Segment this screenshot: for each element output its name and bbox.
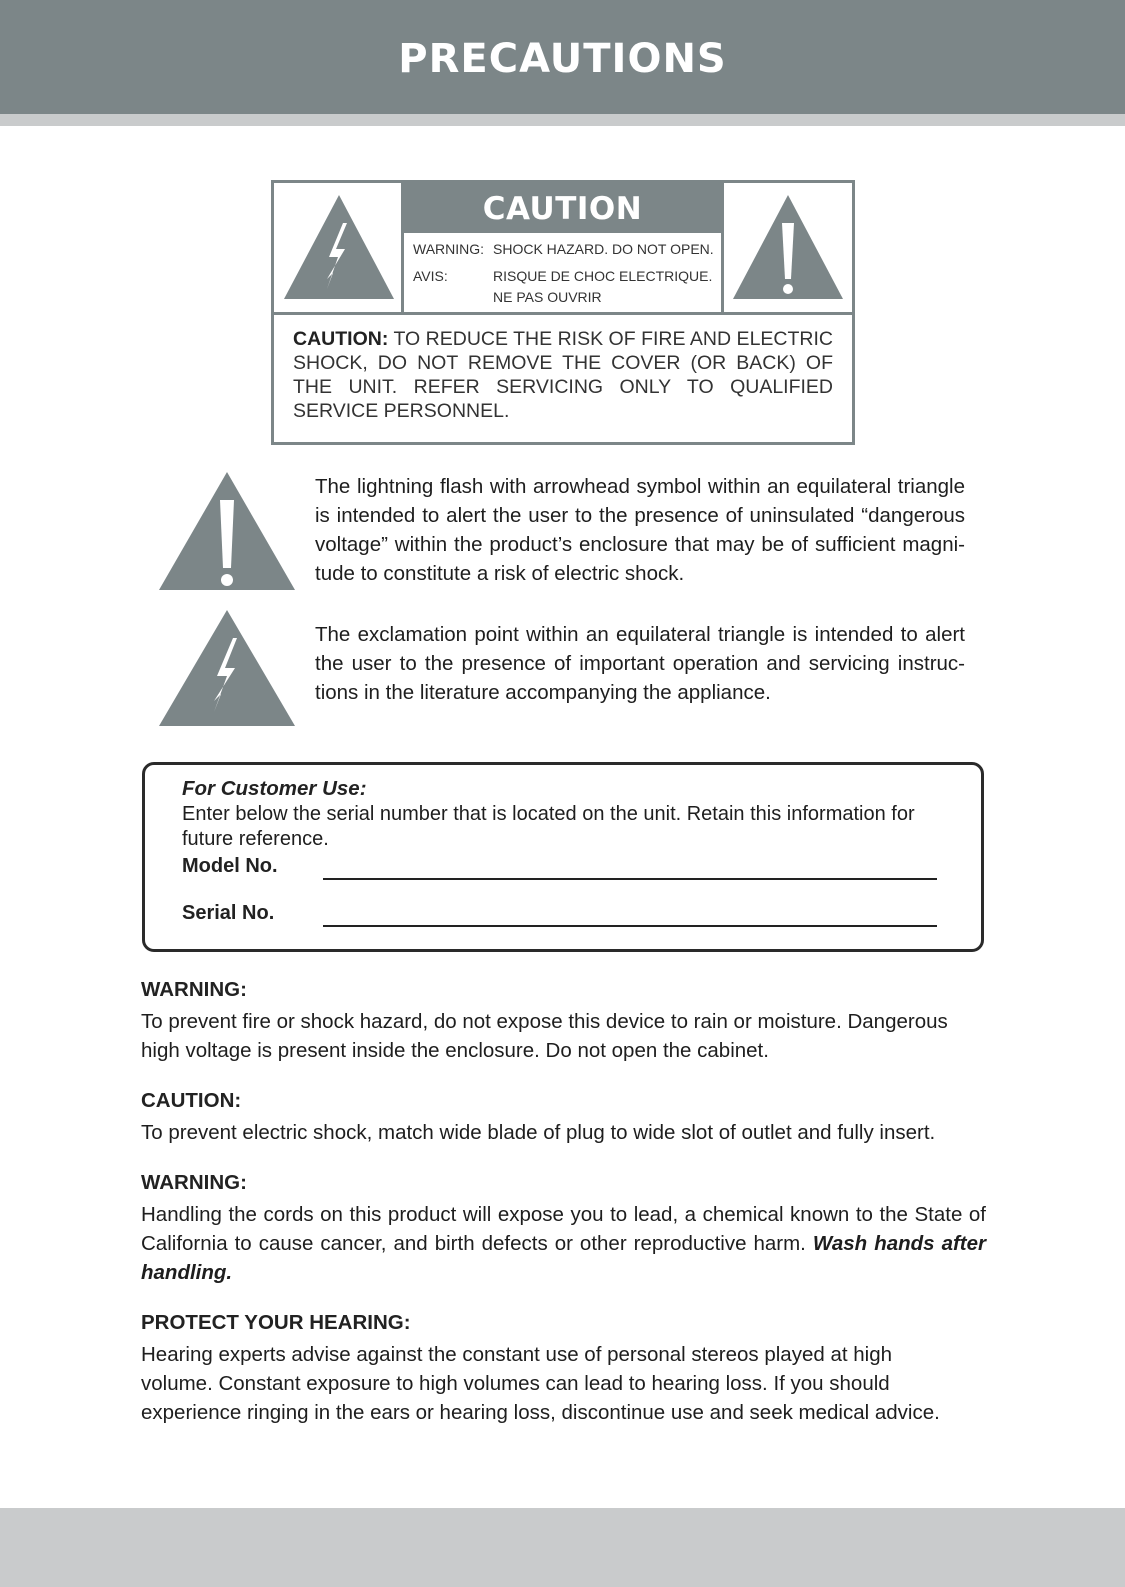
caution-label-text [293,327,833,423]
caution-lead: CAUTION: [293,328,389,350]
page-title [0,0,1125,114]
caution-label-left-cell [274,183,404,315]
model-no-label: Model No. [182,855,278,877]
section-heading: PROTECT YOUR HEARING: [141,1311,411,1334]
section-body-text: Handling the cords on this product will expose you to lead, a chemical known to the State of California to cause cancer, and birth defects or other reproductive harm. [141,1203,986,1255]
lightning-triangle-icon [277,187,401,315]
symbol-explanation-text: The lightning flash with arrowhead symbol within an equilateral triangle is intended to alert the user to the presence of uninsulated “dangerous voltage” within the product’s enclosure that may be of sufficient magni-tude to constitute a risk of electric shock. [315,475,965,585]
section-emphasis: Wash hands after handling. [141,1232,987,1284]
caution-body: TO REDUCE THE RISK OF FIRE AND ELECTRIC SHOCK, DO NOT REMOVE THE COVER (OR BACK) OF THE UNIT. REFER SERVICING ONLY TO QUALIFIED SERVICE PERSONNEL. [293,328,833,422]
model-no-field[interactable] [323,878,937,880]
section-heading: WARNING: [141,1171,247,1194]
customer-use-title: For Customer Use: [182,777,367,800]
section-heading: CAUTION: [141,1089,242,1112]
lightning-triangle-icon [157,608,297,728]
caution-label-title: CAUTION [404,183,721,233]
caution-section [141,1089,986,1147]
section-body: Hearing experts advise against the constant use of personal stereos played at high volume. Constant exposure to high volumes can lead to hearing loss. If you should experience ringing in the ears or hearing loss, discontinue use and seek medical advice. [141,1343,940,1424]
avis-key: AVIS: [413,268,448,284]
hearing-section [141,1311,986,1427]
section-body: To prevent electric shock, match wide blade of plug to wide slot of outlet and fully insert. [141,1121,936,1144]
customer-use-box [142,762,984,952]
exclamation-triangle-icon [157,470,297,592]
warning-key: WARNING: [413,241,485,257]
exclamation-triangle-icon [726,187,850,315]
section-heading: WARNING: [141,978,247,1001]
caution-label-divider [274,312,852,315]
warning-section-1 [141,978,986,1065]
caution-label-center [404,183,721,315]
customer-use-text: Enter below the serial number that is located on the unit. Retain this information for future reference. [182,803,915,850]
avis-value-1: RISQUE DE CHOC ELECTRIQUE. [493,268,713,284]
caution-label [271,180,855,445]
footer-bar [0,1508,1125,1587]
section-body: To prevent fire or shock hazard, do not expose this device to rain or moisture. Dangerous high voltage is present inside the enclosure. Do not open the cabinet. [141,1010,948,1062]
serial-no-field[interactable] [323,925,937,927]
caution-label-right-cell [721,183,852,315]
header-stripe [0,114,1125,126]
section-body [141,1200,986,1287]
symbol-explanation-text: The exclamation point within an equilateral triangle is intended to alert the user to the presence of important operation and servicing instruc-tions in the literature accompanying the appliance. [315,623,965,704]
serial-no-label: Serial No. [182,902,275,924]
avis-value-2: NE PAS OUVRIR [493,289,602,305]
warning-section-2 [141,1171,986,1287]
warning-value: SHOCK HAZARD. DO NOT OPEN. [493,241,714,257]
page-title-text: PRECAUTIONS [398,36,727,82]
